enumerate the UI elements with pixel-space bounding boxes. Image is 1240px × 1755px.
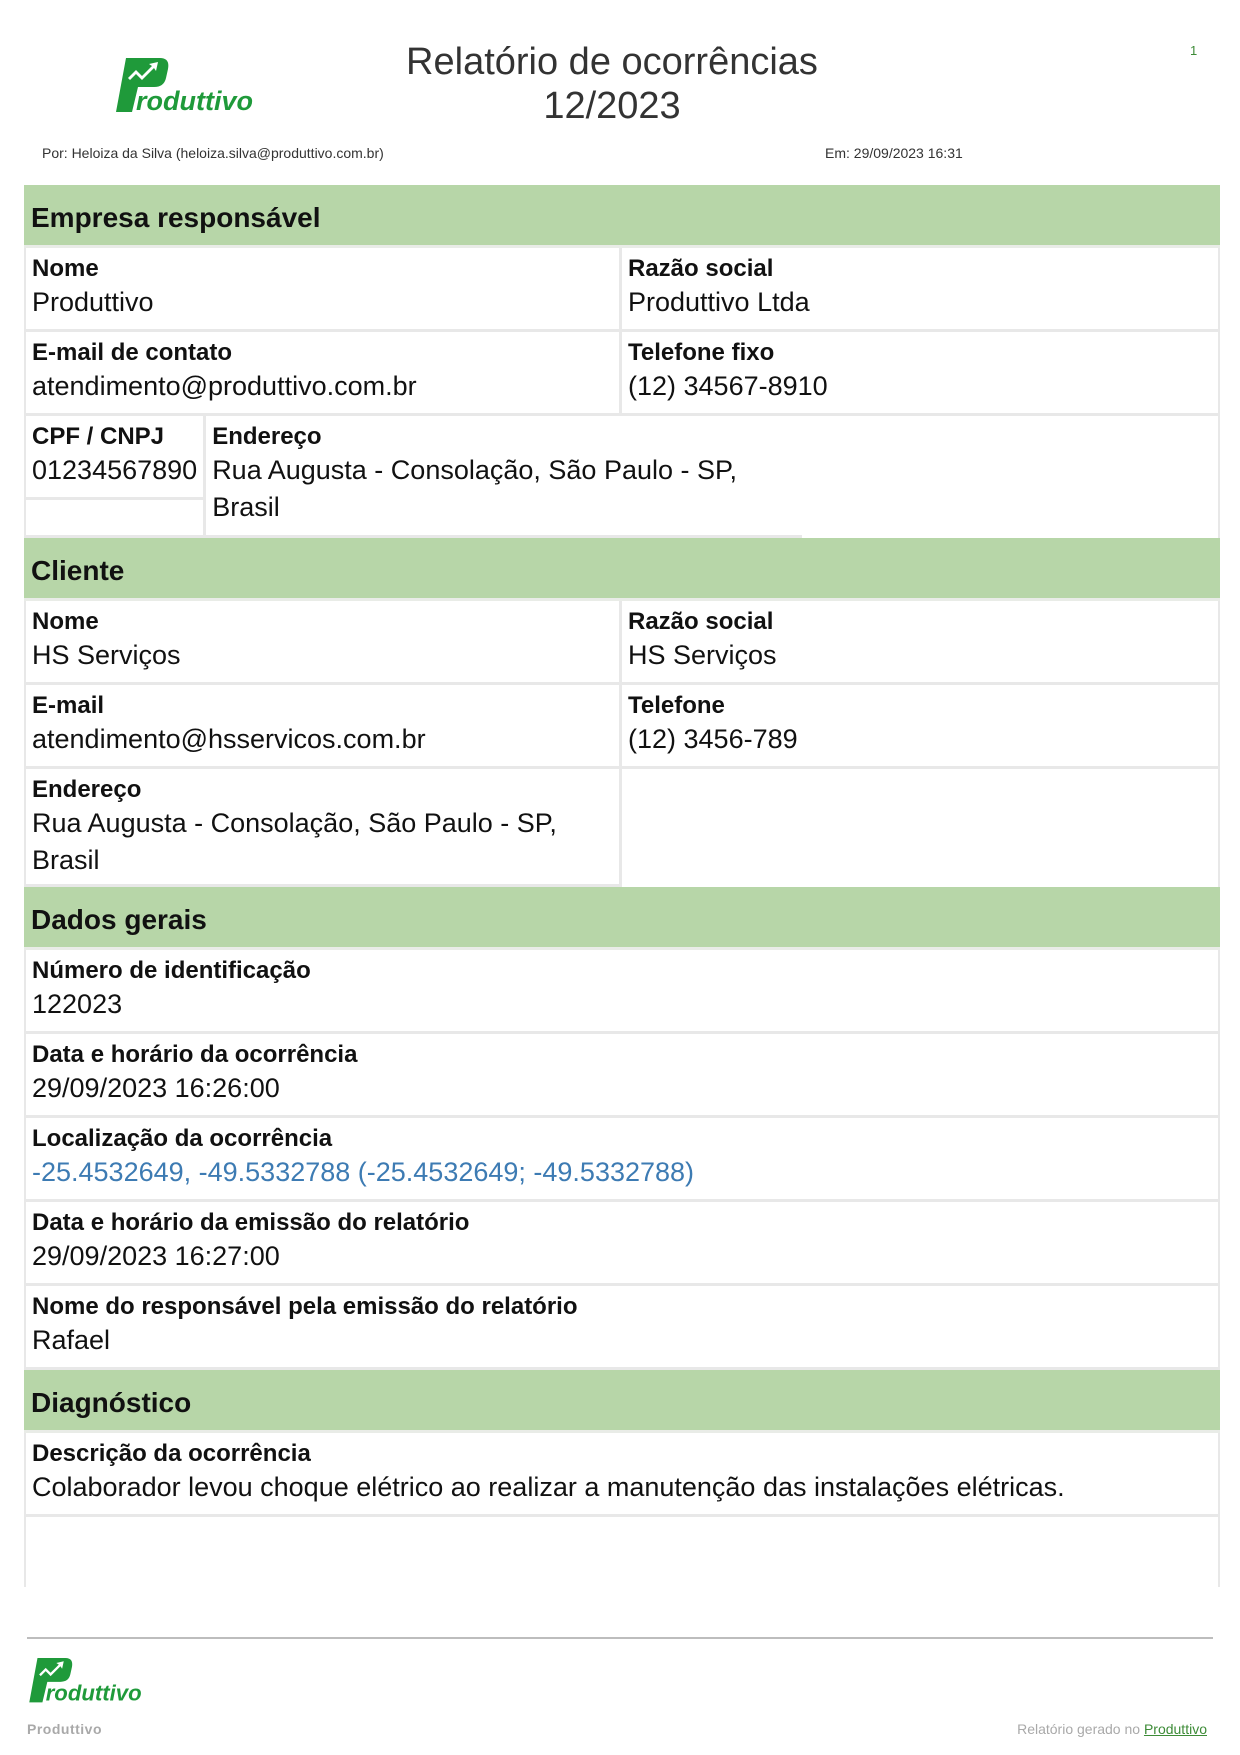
field-label: Número de identificação [32, 957, 311, 984]
field-value: Rua Augusta - Consolação, São Paulo - SP, Brasil [32, 808, 557, 875]
field-localizacao-ocorrencia [26, 1118, 1218, 1202]
footer-generated-prefix: Relatório gerado no [1017, 1721, 1144, 1737]
field-value: HS Serviços [32, 640, 181, 670]
empty-cell [26, 1517, 1218, 1587]
field-cliente-razao-social [622, 601, 1218, 685]
field-label: Nome [32, 255, 99, 282]
section-empresa-header: Empresa responsável [24, 185, 1220, 248]
field-value: Produttivo [32, 287, 154, 317]
field-value: 01234567890 [32, 455, 198, 485]
field-label: Endereço [32, 776, 142, 803]
section-diagnostico-grid [24, 1433, 1220, 1587]
footer-generated-note [985, 1721, 1207, 1737]
field-empresa-razao-social [622, 248, 1218, 332]
field-value: Rua Augusta - Consolação, São Paulo - SP, Brasil [212, 455, 738, 522]
field-label: Telefone fixo [628, 339, 775, 366]
field-descricao-ocorrencia [26, 1433, 1218, 1517]
field-empresa-email [26, 332, 622, 416]
field-label: Razão social [628, 255, 774, 282]
field-label: Localização da ocorrência [32, 1125, 333, 1152]
field-label: Data e horário da emissão do relatório [32, 1209, 470, 1236]
field-value: 29/09/2023 16:27:00 [32, 1241, 280, 1271]
field-empresa-telefone [622, 332, 1218, 416]
section-empresa-grid [24, 248, 1220, 538]
empty-cell [622, 769, 1218, 887]
section-dados-gerais-grid [24, 950, 1220, 1370]
field-empresa-cpf-wrapper [26, 416, 206, 538]
field-value: HS Serviços [628, 640, 777, 670]
page-number: 1 [1190, 43, 1198, 58]
field-cliente-email [26, 685, 622, 769]
field-label: Endereço [212, 423, 322, 450]
footer-company-name: Produttivo [27, 1721, 102, 1737]
field-label: E-mail [32, 692, 105, 719]
report-body [24, 185, 1220, 1587]
empty-cell [26, 500, 203, 538]
footer-divider [27, 1637, 1213, 1639]
field-data-emissao [26, 1202, 1218, 1286]
field-label: Descrição da ocorrência [32, 1440, 311, 1467]
svg-text:roduttivo: roduttivo [45, 1680, 142, 1706]
section-diagnostico-header: Diagnóstico [24, 1370, 1220, 1433]
report-period: 12/2023 [543, 85, 681, 127]
field-data-ocorrencia [26, 1034, 1218, 1118]
produttivo-logo-icon [112, 56, 268, 116]
field-label: E-mail de contato [32, 339, 233, 366]
field-value: 29/09/2023 16:26:00 [32, 1073, 280, 1103]
field-empresa-nome [26, 248, 622, 332]
field-label: Data e horário da ocorrência [32, 1041, 358, 1068]
field-value: Rafael [32, 1325, 111, 1355]
field-responsavel-emissao [26, 1286, 1218, 1370]
location-link[interactable]: -25.4532649, -49.5332788 (-25.4532649; -49.5332788) [32, 1157, 695, 1187]
field-value: atendimento@produttivo.com.br [32, 371, 417, 401]
report-generated-at: Em: 29/09/2023 16:31 [825, 145, 963, 161]
produttivo-footer-logo-icon [26, 1656, 154, 1706]
field-label: Nome do responsável pela emissão do relatório [32, 1293, 578, 1320]
field-label: Razão social [628, 608, 774, 635]
section-cliente-grid [24, 601, 1220, 887]
field-value: atendimento@hsservicos.com.br [32, 724, 426, 754]
field-label: Nome [32, 608, 99, 635]
field-empresa-cpf-cnpj [26, 416, 203, 500]
report-author: Por: Heloiza da Silva (heloiza.silva@produttivo.com.br) [42, 145, 384, 161]
report-title [312, 40, 912, 128]
field-value: (12) 34567-8910 [628, 371, 828, 401]
field-value: Colaborador levou choque elétrico ao realizar a manutenção das instalações elétricas. [32, 1472, 1065, 1502]
field-value: 122023 [32, 989, 123, 1019]
footer-produttivo-link[interactable]: Produttivo [1143, 1721, 1207, 1737]
field-cliente-telefone [622, 685, 1218, 769]
field-value: (12) 3456-789 [628, 724, 798, 754]
field-empresa-endereco [206, 416, 802, 538]
section-cliente-header: Cliente [24, 538, 1220, 601]
section-dados-gerais-header: Dados gerais [24, 887, 1220, 950]
field-value: Produttivo Ltda [628, 287, 810, 317]
svg-text:roduttivo: roduttivo [136, 86, 253, 116]
report-title-line1: Relatório de ocorrências [406, 41, 818, 83]
field-label: Telefone [628, 692, 725, 719]
field-label: CPF / CNPJ [32, 423, 165, 450]
field-numero-identificacao [26, 950, 1218, 1034]
field-cliente-endereco [26, 769, 622, 887]
field-cliente-nome [26, 601, 622, 685]
